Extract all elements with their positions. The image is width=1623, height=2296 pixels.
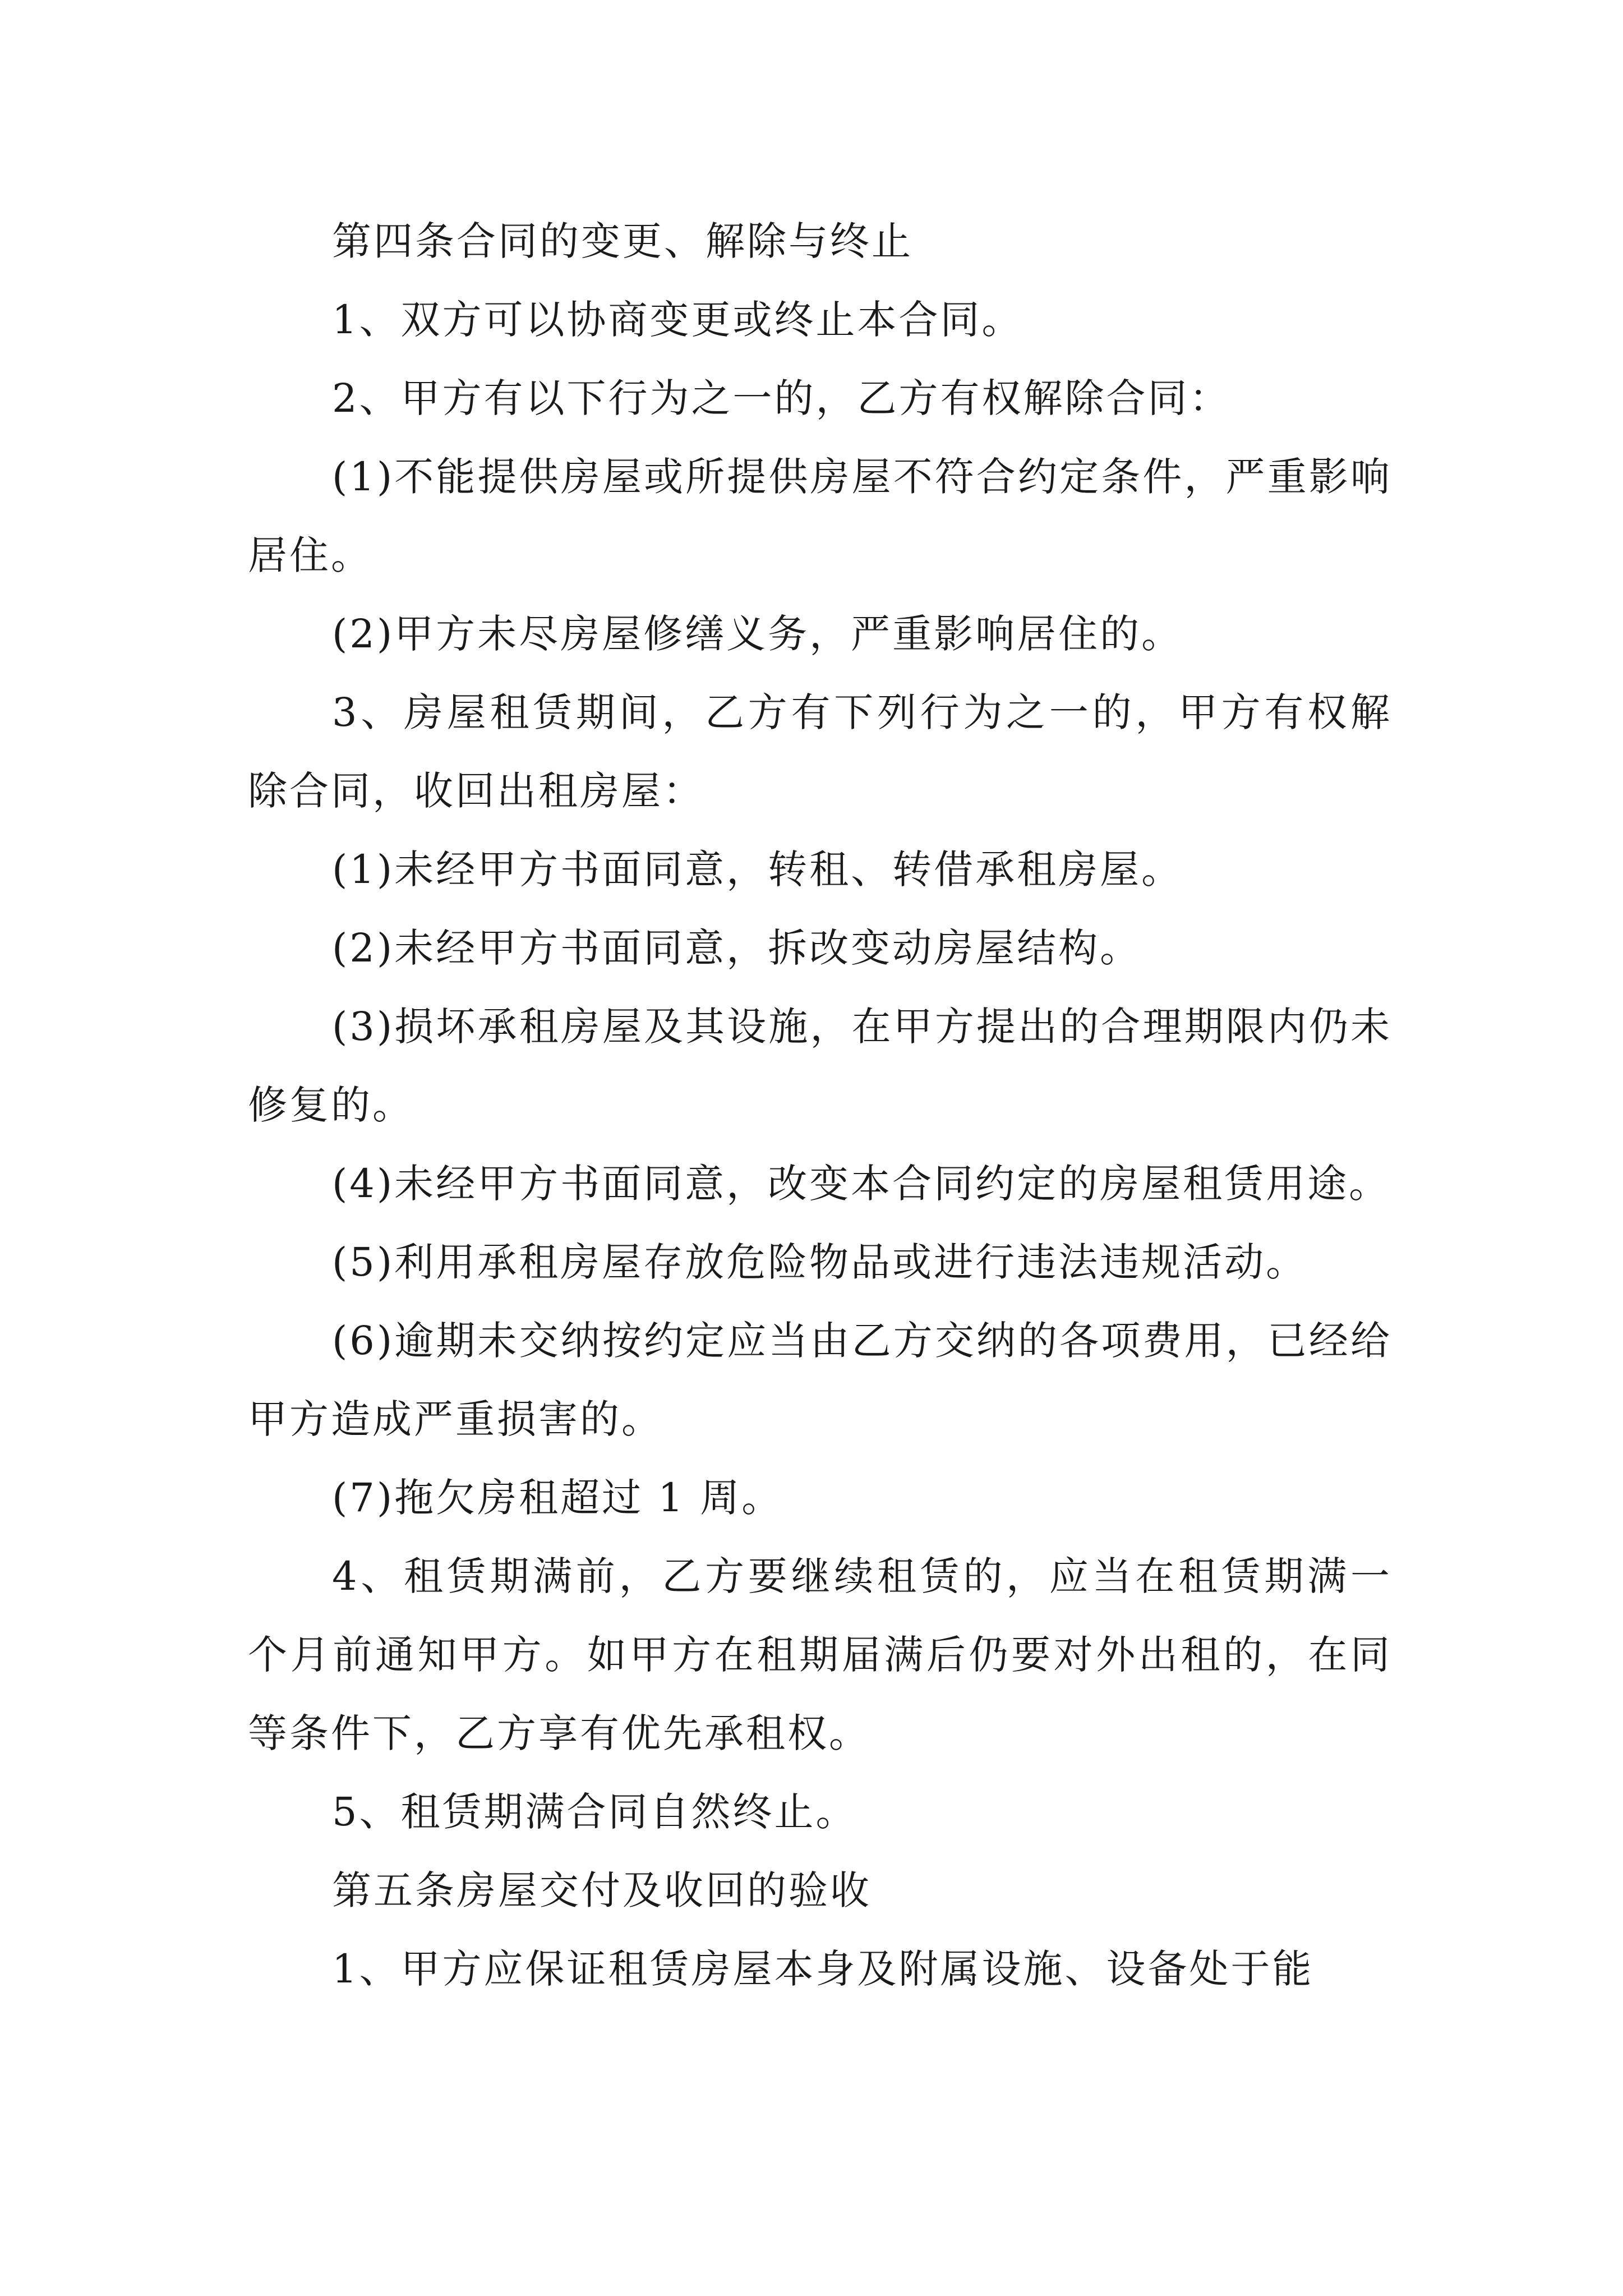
list-item: (3)损坏承租房屋及其设施，在甲方提出的合理期限内仍未修复的。: [248, 1004, 1392, 1128]
list-item: (4)未经甲方书面同意，改变本合同约定的房屋租赁用途。: [332, 1161, 1391, 1207]
list-item: (5)利用承租房屋存放危险物品或进行违法违规活动。: [332, 1239, 1308, 1285]
document-body: [248, 202, 1392, 2008]
list-item: (2)甲方未尽房屋修缮义务，严重影响居住的。: [332, 611, 1183, 657]
paragraph: 2、甲方有以下行为之一的，乙方有权解除合同：: [332, 375, 1231, 421]
section-heading-article-5: 第五条房屋交付及收回的验收: [332, 1867, 872, 1913]
paragraph: 4、租赁期满前，乙方要继续租赁的，应当在租赁期满一个月前通知甲方。如甲方在租期届满后仍要对外出租的，在同等条件下，乙方享有优先承租权。: [248, 1553, 1392, 1756]
paragraph: 3、房屋租赁期间，乙方有下列行为之一的，甲方有权解除合同，收回出租房屋：: [248, 689, 1392, 814]
list-item: (1)不能提供房屋或所提供房屋不符合约定条件，严重影响居住。: [248, 454, 1392, 578]
list-item: (6)逾期未交纳按约定应当由乙方交纳的各项费用，已经给甲方造成严重损害的。: [248, 1318, 1392, 1442]
section-heading-article-4: 第四条合同的变更、解除与终止: [332, 218, 913, 264]
list-item: (7)拖欠房租超过 1 周。: [332, 1475, 783, 1521]
list-item: (2)未经甲方书面同意，拆改变动房屋结构。: [332, 925, 1142, 971]
list-item: (1)未经甲方书面同意，转租、转借承租房屋。: [332, 846, 1183, 892]
paragraph: 5、租赁期满合同自然终止。: [332, 1789, 857, 1835]
paragraph: 1、双方可以协商变更或终止本合同。: [332, 297, 1023, 343]
paragraph: 1、甲方应保证租赁房屋本身及附属设施、设备处于能: [332, 1946, 1314, 1992]
